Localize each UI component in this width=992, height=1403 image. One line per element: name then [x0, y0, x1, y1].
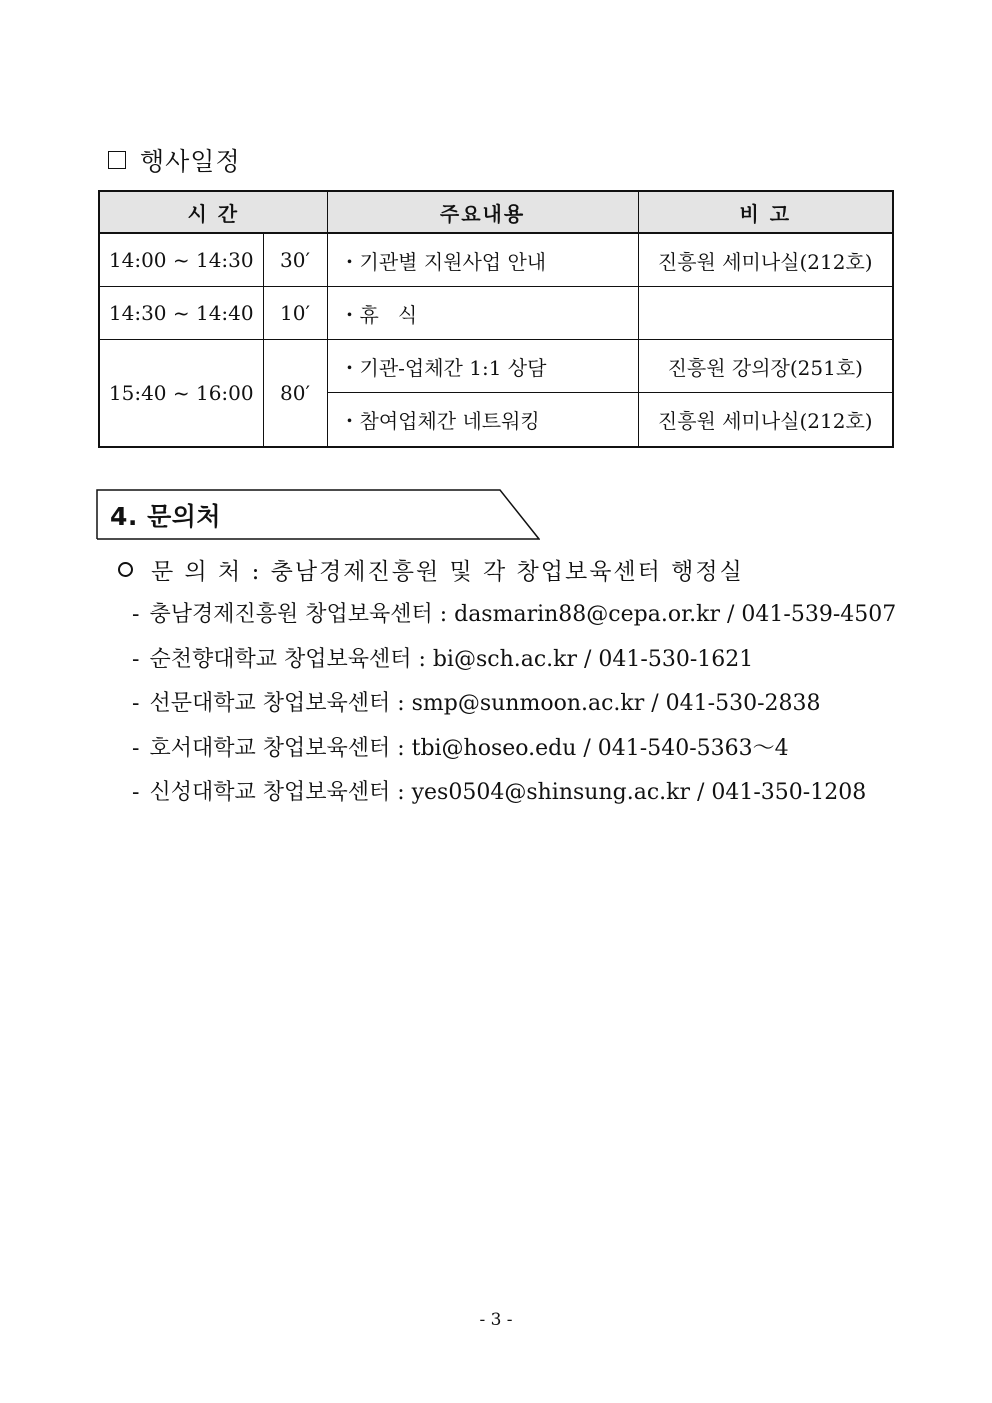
row-content: ・휴 식 — [327, 287, 638, 340]
row-note: 진흥원 세미나실(212호) — [638, 233, 893, 287]
row-duration: 80′ — [263, 340, 327, 448]
dash-bullet-icon: - — [132, 646, 140, 672]
contact-text: 호서대학교 창업보육센터 : tbi@hoseo.edu / 041-540-5363～4 — [149, 735, 789, 761]
list-item — [132, 687, 896, 732]
table-row — [99, 340, 893, 393]
contact-heading: 4. 문의처 — [110, 502, 222, 531]
contact-text: 순천향대학교 창업보육센터 : bi@sch.ac.kr / 041-530-1621 — [149, 646, 754, 672]
header-note: 비 고 — [638, 191, 893, 233]
dash-bullet-icon: - — [132, 780, 140, 805]
circle-bullet-icon — [118, 562, 133, 577]
contact-text: 충남경제진흥원 창업보육센터 : dasmarin88@cepa.or.kr / 041-539-4507 — [149, 602, 897, 627]
page-number: - 3 - — [479, 1310, 513, 1330]
header-content: 주요내용 — [327, 191, 638, 233]
row-content: ・기관-업체간 1:1 상담 — [327, 340, 638, 393]
row-time: 15:40 ~ 16:00 — [99, 340, 263, 448]
table-row — [99, 233, 893, 287]
dash-bullet-icon: - — [132, 602, 140, 627]
schedule-table — [98, 190, 894, 448]
row-note — [638, 287, 893, 340]
list-item — [132, 732, 896, 777]
contact-summary-text: 문 의 처 : 충남경제진흥원 및 각 창업보육센터 행정실 — [151, 559, 744, 585]
row-note: 진흥원 세미나실(212호) — [638, 393, 893, 447]
row-note: 진흥원 강의장(251호) — [638, 340, 893, 393]
table-row — [99, 287, 893, 340]
contact-list — [132, 598, 896, 821]
dash-bullet-icon: - — [132, 691, 140, 716]
row-duration: 30′ — [263, 233, 327, 287]
contact-text: 신성대학교 창업보육센터 : yes0504@shinsung.ac.kr / 041-350-1208 — [149, 780, 867, 805]
list-item — [132, 598, 896, 643]
row-time: 14:30 ~ 14:40 — [99, 287, 263, 340]
row-content: ・기관별 지원사업 안내 — [327, 233, 638, 287]
header-time: 시 간 — [99, 191, 327, 233]
dash-bullet-icon: - — [132, 735, 140, 761]
contact-heading-box — [96, 489, 540, 540]
table-header-row — [99, 191, 893, 233]
row-time: 14:00 ~ 14:30 — [99, 233, 263, 287]
schedule-title-text: 행사일정 — [140, 147, 241, 176]
contact-text: 선문대학교 창업보육센터 : smp@sunmoon.ac.kr / 041-530-2838 — [149, 691, 821, 716]
schedule-section-title — [108, 142, 241, 178]
row-content: ・참여업체간 네트워킹 — [327, 393, 638, 447]
list-item — [132, 643, 896, 688]
row-duration: 10′ — [263, 287, 327, 340]
list-item — [132, 776, 896, 821]
contact-summary — [118, 553, 744, 586]
square-checkbox-icon — [108, 151, 126, 169]
